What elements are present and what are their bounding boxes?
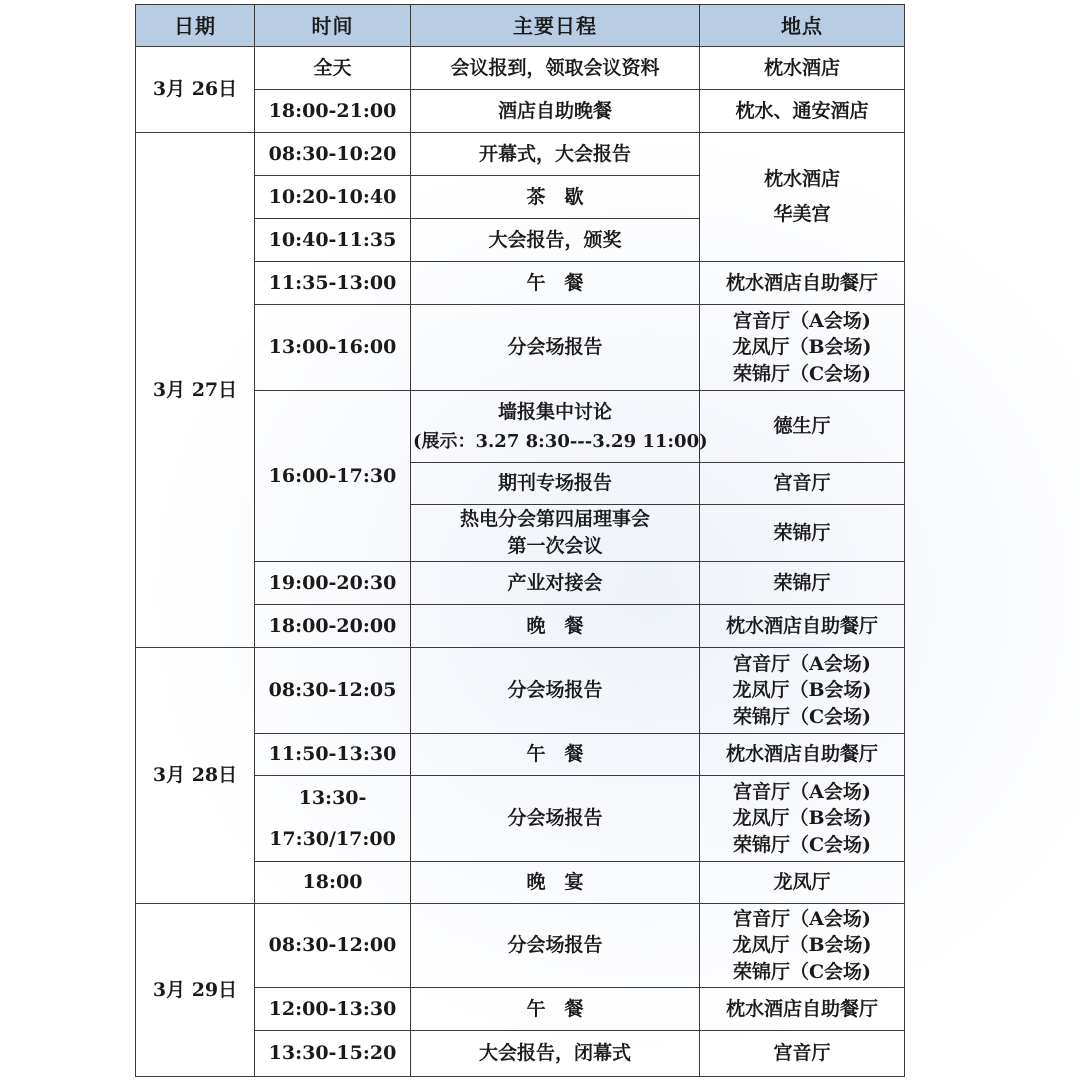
location-line: 华美宫 (773, 203, 831, 225)
program-cell: 大会报告，颁奖 (411, 219, 700, 262)
program-cell: 期刊专场报告 (411, 463, 700, 505)
time-cell: 12:00-13:30 (255, 988, 411, 1031)
location-cell: 枕水酒店自助餐厅 (700, 262, 905, 305)
time-cell: 11:50-13:30 (255, 734, 411, 776)
location-line: 荣锦厅（C会场) (732, 960, 872, 983)
location-cell: 枕水酒店自助餐厅 (700, 734, 905, 776)
date-cell: 3月 28日 (136, 648, 255, 904)
program-cell (411, 505, 700, 562)
program-cell: 会议报到，领取会议资料 (411, 47, 700, 90)
date-cell: 3月 29日 (136, 904, 255, 1077)
program-cell: 茶 歇 (411, 176, 700, 219)
location-line: 龙凤厅（B会场) (732, 934, 872, 957)
location-line: 宫音厅（A会场) (733, 780, 871, 803)
time-cell: 18:00-20:00 (255, 605, 411, 648)
location-cell: 宫音厅 (700, 1031, 905, 1077)
location-cell: 枕水酒店自助餐厅 (700, 605, 905, 648)
location-cell: 枕水、通安酒店 (700, 90, 905, 133)
location-cell: 枕水酒店自助餐厅 (700, 988, 905, 1031)
location-line: 荣锦厅（C会场) (732, 833, 872, 856)
location-cell: 德生厅 (700, 391, 905, 463)
location-line: 荣锦厅（C会场) (732, 705, 872, 728)
program-cell: 分会场报告 (411, 648, 700, 734)
schedule-table (135, 4, 905, 1077)
location-line: 枕水酒店 (763, 168, 840, 191)
table-row (136, 904, 905, 988)
date-cell: 3月 26日 (136, 47, 255, 133)
table-row (136, 648, 905, 734)
program-line: 第一次会议 (507, 535, 603, 557)
time-cell: 16:00-17:30 (255, 391, 411, 562)
time-cell: 08:30-12:05 (255, 648, 411, 734)
location-line: 宫音厅（A会场) (733, 652, 871, 675)
location-cell (700, 133, 905, 262)
header-location: 地点 (700, 5, 905, 47)
location-line: 龙凤厅（B会场) (732, 679, 872, 702)
location-cell (700, 648, 905, 734)
location-cell: 枕水酒店 (700, 47, 905, 90)
time-cell (255, 776, 411, 862)
header-row (136, 5, 905, 47)
program-cell: 午 餐 (411, 734, 700, 776)
time-line: 13:30- (298, 786, 367, 809)
time-cell: 08:30-12:00 (255, 904, 411, 988)
location-cell (700, 305, 905, 391)
time-cell: 10:40-11:35 (255, 219, 411, 262)
program-cell: 大会报告，闭幕式 (411, 1031, 700, 1077)
location-cell: 龙凤厅 (700, 862, 905, 904)
header-time: 时间 (255, 5, 411, 47)
program-cell: 开幕式，大会报告 (411, 133, 700, 176)
location-cell (700, 904, 905, 988)
date-cell: 3月 27日 (136, 133, 255, 648)
location-line: 宫音厅（A会场) (733, 309, 871, 332)
program-cell: 午 餐 (411, 988, 700, 1031)
time-cell: 08:30-10:20 (255, 133, 411, 176)
program-cell: 分会场报告 (411, 904, 700, 988)
location-cell: 荣锦厅 (700, 562, 905, 605)
program-cell: 晚 餐 (411, 605, 700, 648)
time-cell: 18:00-21:00 (255, 90, 411, 133)
time-cell: 18:00 (255, 862, 411, 904)
program-cell: 晚 宴 (411, 862, 700, 904)
program-cell: 分会场报告 (411, 776, 700, 862)
program-line: (展示：3.27 8:30---3.29 11:00) (413, 431, 708, 453)
program-cell: 产业对接会 (411, 562, 700, 605)
location-cell (700, 776, 905, 862)
location-cell: 宫音厅 (700, 463, 905, 505)
table-row (136, 133, 905, 176)
time-cell: 13:00-16:00 (255, 305, 411, 391)
program-line: 热电分会第四届理事会 (459, 508, 650, 531)
time-cell: 19:00-20:30 (255, 562, 411, 605)
header-program: 主要日程 (411, 5, 700, 47)
location-line: 龙凤厅（B会场) (732, 336, 872, 359)
header-date: 日期 (136, 5, 255, 47)
program-cell: 分会场报告 (411, 305, 700, 391)
time-cell: 全天 (255, 47, 411, 90)
location-line: 宫音厅（A会场) (733, 907, 871, 930)
program-cell: 酒店自助晚餐 (411, 90, 700, 133)
time-cell: 13:30-15:20 (255, 1031, 411, 1077)
location-line: 荣锦厅（C会场) (732, 362, 872, 385)
time-line: 17:30/17:00 (269, 827, 396, 850)
location-line: 龙凤厅（B会场) (732, 807, 872, 830)
time-cell: 11:35-13:00 (255, 262, 411, 305)
location-cell: 荣锦厅 (700, 505, 905, 562)
table-row (136, 47, 905, 90)
program-cell (411, 391, 708, 463)
time-cell: 10:20-10:40 (255, 176, 411, 219)
program-cell: 午 餐 (411, 262, 700, 305)
program-line: 墙报集中讨论 (497, 400, 612, 423)
